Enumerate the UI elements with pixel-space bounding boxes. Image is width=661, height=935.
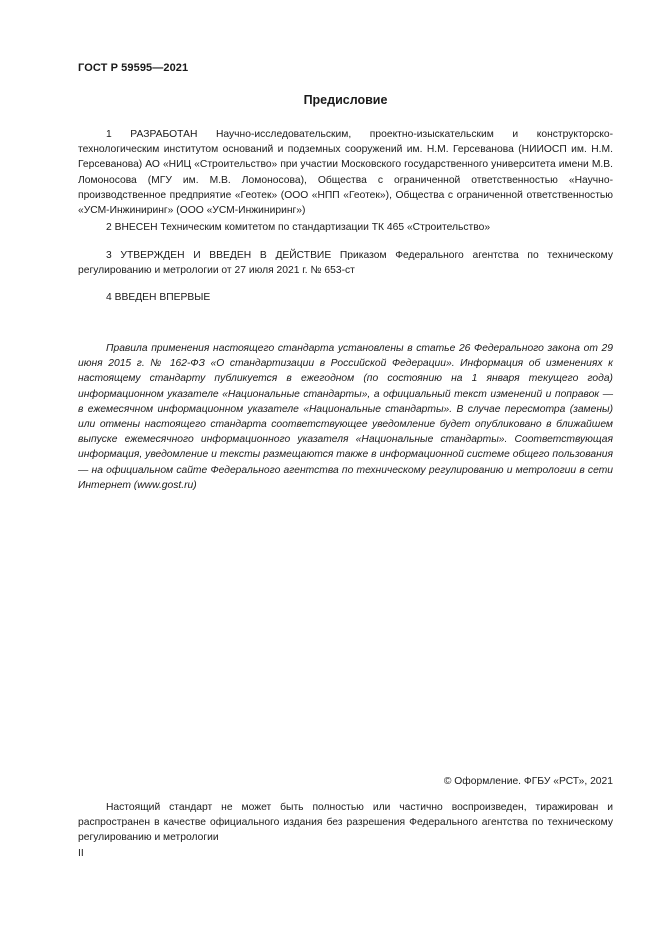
foreword-item-1: 1 РАЗРАБОТАН Научно-исследовательским, проектно-изыскательским и конструкторско-технологическим институтом оснований и подземных сооружений им. Н.М. Герсеванова (НИИОСП им. Н.М. Герсеванова) АО «НИЦ «Строительство» при участии Московского государственного университета имени М.В. Ломоносова (МГУ им. М.В. Ломоносова), Общества с ограниченной ответственностью «Научно-производственное предприятие «Геотек» (ООО «НПП «Геотек»), Общества с ограниченной ответственностью «УСМ-Инжиниринг» (ООО «УСМ-Инжиниринг») (78, 129, 613, 217)
foreword-item-2: 2 ВНЕСЕН Техническим комитетом по стандартизации ТК 465 «Строительство» (106, 222, 491, 233)
standard-code: ГОСТ Р 59595—2021 (78, 62, 189, 74)
page-title: Предисловие (303, 93, 388, 107)
foreword-item-3: 3 УТВЕРЖДЕН И ВВЕДЕН В ДЕЙСТВИЕ Приказом Федерального агентства по техническому регулированию и метрологии от 27 июля 2021 г. № 653-ст (78, 250, 613, 277)
reproduction-notice: Настоящий стандарт не может быть полностью или частично воспроизведен, тиражирован и распространен в качестве официального издания без разрешения Федерального агентства по техническому регулированию и метрологии (78, 802, 613, 844)
page-number: II (78, 848, 84, 859)
application-notice: Правила применения настоящего стандарта установлены в статье 26 Федерального закона от 29 июня 2015 г. № 162-ФЗ «О стандартизации в Российской Федерации». Информация об изменениях к настоящему стандарту публикуется в ежегодном (по состоянию на 1 января текущего года) информационном указателе «Национальные стандарты», а официальный текст изменений и поправок — в ежемесячном информационном указателе «Национальные стандарты». В случае пересмотра (замены) или отмены настоящего стандарта соответствующее уведомление будет опубликовано в ближайшем выпуске ежемесячного информационного указателя «Национальные стандарты». Соответствующая информация, уведомление и тексты размещаются также в информационной системе общего пользования — на официальном сайте Федерального агентства по техническому регулированию и метрологии в сети Интернет (www.gost.ru) (78, 343, 613, 491)
foreword-item-4: 4 ВВЕДЕН ВПЕРВЫЕ (106, 292, 211, 303)
copyright-line: © Оформление. ФГБУ «РСТ», 2021 (443, 776, 613, 787)
